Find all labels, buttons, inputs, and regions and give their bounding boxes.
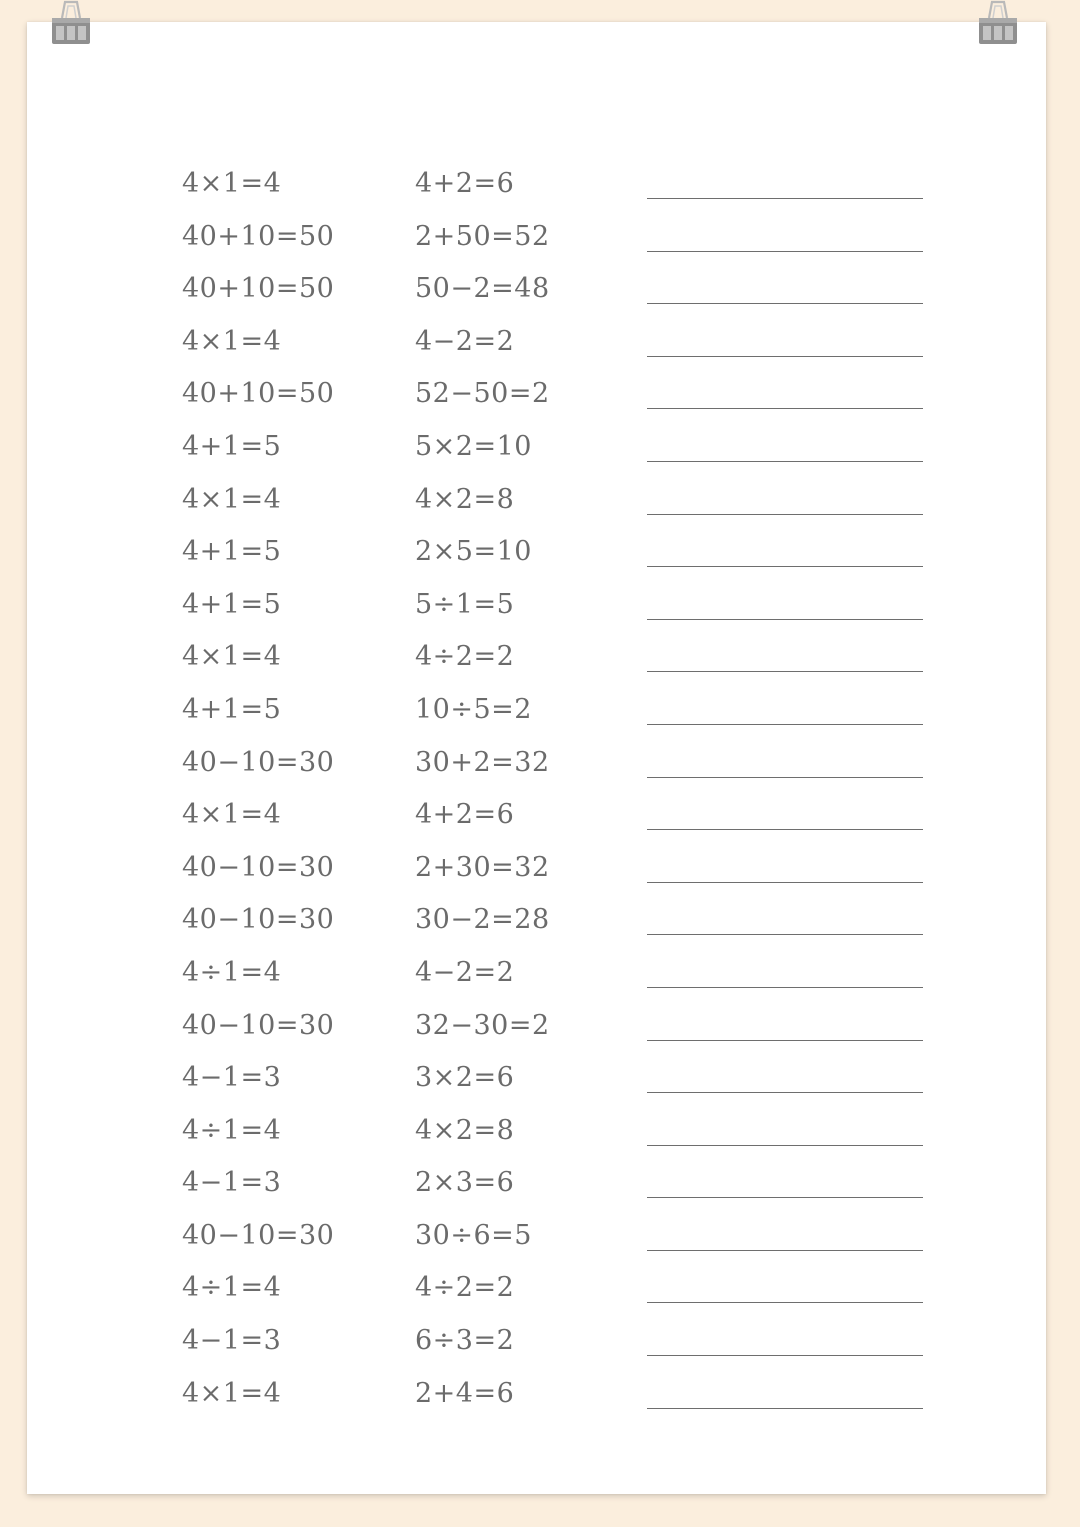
equation-right: 4+2=6 xyxy=(415,168,515,199)
equation-right: 4−2=2 xyxy=(415,956,515,988)
equation-left: 4×1=4 xyxy=(182,1377,282,1409)
equation-row xyxy=(182,1002,927,1055)
equation-left: 4×1=4 xyxy=(182,483,282,515)
answer-line[interactable] xyxy=(647,882,923,883)
equation-right: 50−2=48 xyxy=(415,273,550,305)
equation-row xyxy=(182,1264,927,1317)
answer-line[interactable] xyxy=(647,303,923,304)
equation-right: 32−30=2 xyxy=(415,1009,550,1041)
equation-row xyxy=(182,844,927,897)
answer-line[interactable] xyxy=(647,1197,923,1198)
equation-row xyxy=(182,1107,927,1160)
equation-row xyxy=(182,370,927,423)
equation-row xyxy=(182,1212,927,1265)
answer-line[interactable] xyxy=(647,566,923,567)
binder-clip-icon xyxy=(49,0,93,46)
answer-line[interactable] xyxy=(647,251,923,252)
equation-left: 4÷1=4 xyxy=(182,1114,282,1146)
equation-left: 4+1=5 xyxy=(182,536,282,568)
equation-right: 2+30=32 xyxy=(415,851,550,883)
equation-right: 5×2=10 xyxy=(415,430,532,462)
equation-left: 4÷1=4 xyxy=(182,1272,282,1304)
equation-row xyxy=(182,528,927,581)
answer-line[interactable] xyxy=(647,356,923,357)
answer-line[interactable] xyxy=(647,408,923,409)
equation-left: 40−10=30 xyxy=(182,851,335,883)
equation-left: 4+1=5 xyxy=(182,588,282,620)
answer-line[interactable] xyxy=(647,1145,923,1146)
answer-line[interactable] xyxy=(647,777,923,778)
answer-line[interactable] xyxy=(647,619,923,620)
equation-right: 5÷1=5 xyxy=(415,588,515,620)
equation-right: 52−50=2 xyxy=(415,378,550,410)
answer-line[interactable] xyxy=(647,461,923,462)
equation-right: 10÷5=2 xyxy=(415,693,532,725)
equation-left: 40+10=50 xyxy=(182,273,335,305)
equation-right: 4−2=2 xyxy=(415,325,515,357)
equation-row xyxy=(182,423,927,476)
equation-right: 4×2=8 xyxy=(415,1114,515,1146)
equation-left: 40−10=30 xyxy=(182,1009,335,1041)
equation-right: 30+2=32 xyxy=(415,746,550,778)
answer-line[interactable] xyxy=(647,1355,923,1356)
equation-right: 2+4=6 xyxy=(415,1377,515,1409)
answer-line[interactable] xyxy=(647,1040,923,1041)
equation-right: 30−2=28 xyxy=(415,904,550,936)
equation-left: 40+10=50 xyxy=(182,220,335,252)
equation-left: 40−10=30 xyxy=(182,1219,335,1251)
equation-row xyxy=(182,791,927,844)
answer-line[interactable] xyxy=(647,724,923,725)
equation-right: 4×2=8 xyxy=(415,483,515,515)
equation-row xyxy=(182,265,927,318)
equation-left: 4−1=3 xyxy=(182,1325,282,1357)
equation-left: 4+1=5 xyxy=(182,693,282,725)
equation-right: 2×5=10 xyxy=(415,536,532,568)
equation-right: 4÷2=2 xyxy=(415,1272,515,1304)
equation-left: 4×1=4 xyxy=(182,641,282,673)
answer-line[interactable] xyxy=(647,1408,923,1409)
equation-row xyxy=(182,581,927,634)
equation-right: 4+2=6 xyxy=(415,799,515,831)
equation-left: 40−10=30 xyxy=(182,746,335,778)
equation-row xyxy=(182,1317,927,1370)
equation-left: 4÷1=4 xyxy=(182,956,282,988)
equation-row xyxy=(182,1054,927,1107)
equation-row xyxy=(182,160,927,213)
equation-left: 40+10=50 xyxy=(182,378,335,410)
equation-left: 4×1=4 xyxy=(182,168,282,199)
equation-row xyxy=(182,896,927,949)
answer-line[interactable] xyxy=(647,987,923,988)
equation-row xyxy=(182,686,927,739)
answer-line[interactable] xyxy=(647,514,923,515)
equation-row xyxy=(182,1370,927,1423)
equation-row xyxy=(182,949,927,1002)
equation-row xyxy=(182,213,927,266)
answer-line[interactable] xyxy=(647,198,923,199)
equation-row xyxy=(182,633,927,686)
equation-left: 4×1=4 xyxy=(182,325,282,357)
equation-row xyxy=(182,318,927,371)
equation-row xyxy=(182,476,927,529)
binder-clip-icon xyxy=(976,0,1020,46)
equation-row xyxy=(182,739,927,792)
equation-right: 6÷3=2 xyxy=(415,1325,515,1357)
equation-right: 3×2=6 xyxy=(415,1062,515,1094)
equation-right: 30÷6=5 xyxy=(415,1219,532,1251)
equation-left: 4−1=3 xyxy=(182,1167,282,1199)
equation-right: 2+50=52 xyxy=(415,220,550,252)
answer-line[interactable] xyxy=(647,1250,923,1251)
answer-line[interactable] xyxy=(647,1092,923,1093)
answer-line[interactable] xyxy=(647,829,923,830)
equation-list xyxy=(182,160,927,1422)
equation-row xyxy=(182,1159,927,1212)
answer-line[interactable] xyxy=(647,934,923,935)
equation-right: 2×3=6 xyxy=(415,1167,515,1199)
equation-left: 4−1=3 xyxy=(182,1062,282,1094)
equation-left: 40−10=30 xyxy=(182,904,335,936)
answer-line[interactable] xyxy=(647,671,923,672)
answer-line[interactable] xyxy=(647,1302,923,1303)
worksheet-paper xyxy=(27,22,1046,1494)
equation-left: 4+1=5 xyxy=(182,430,282,462)
equation-right: 4÷2=2 xyxy=(415,641,515,673)
equation-left: 4×1=4 xyxy=(182,799,282,831)
